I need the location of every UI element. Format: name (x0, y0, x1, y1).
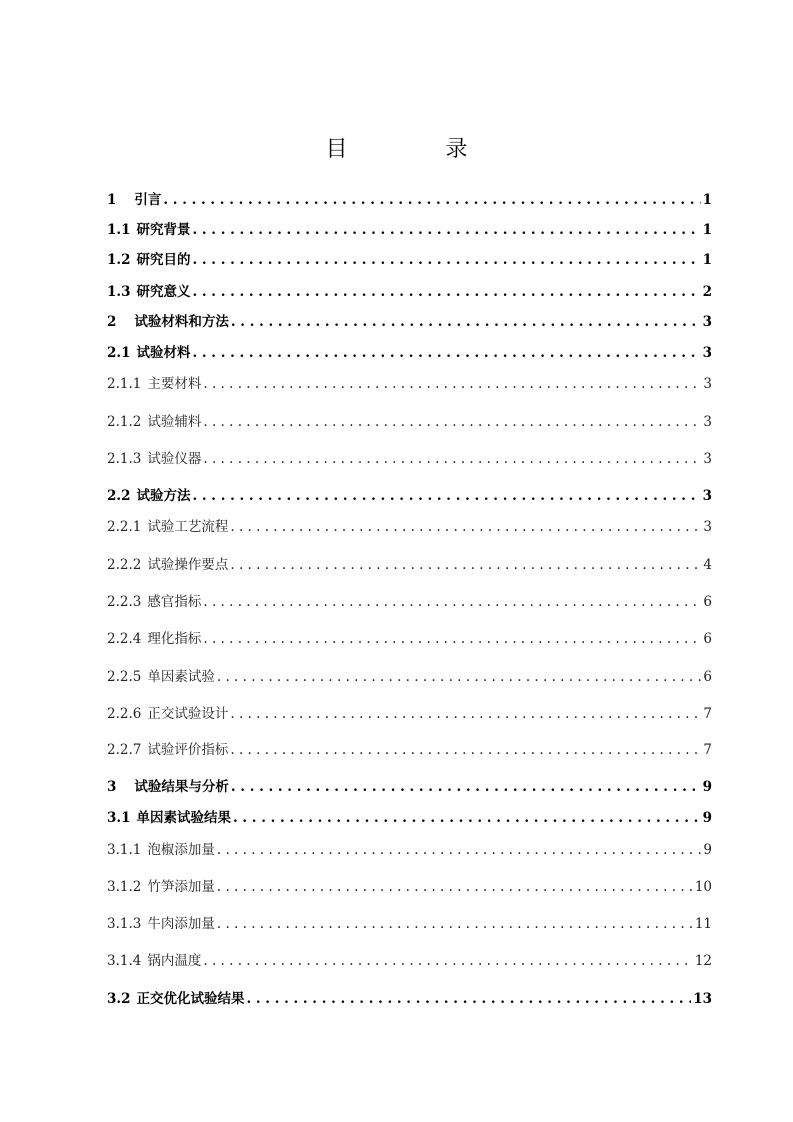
toc-entry-title: 研究背景 (136, 222, 191, 238)
toc-entry-title: 泡椒添加量 (147, 842, 215, 858)
toc-entry-number: 2.1.2 (107, 414, 142, 430)
page-title: 目 录 (325, 137, 506, 162)
toc-entry-number: 3.1.2 (107, 879, 142, 895)
toc-entry[interactable] (107, 248, 712, 270)
toc-entry[interactable] (107, 775, 712, 797)
toc-entry-title: 单因素试验结果 (136, 810, 231, 826)
toc-entry-title: 研究意义 (136, 284, 191, 300)
toc-entry-title: 主要材料 (147, 376, 202, 392)
toc-entry-number: 2.2.3 (107, 594, 142, 610)
toc-entry-number: 1.3 (107, 284, 131, 300)
toc-entry-number: 3.2 (107, 991, 131, 1007)
toc-dot-leader (193, 345, 701, 361)
toc-dot-leader (230, 742, 701, 758)
toc-entry[interactable] (107, 484, 712, 506)
toc-entry-page-number: 10 (694, 879, 712, 895)
toc-dot-leader (230, 706, 701, 722)
toc-entry-page-number: 6 (703, 669, 712, 685)
toc-entry-title: 试验工艺流程 (147, 519, 229, 535)
toc-entry-page-number: 7 (703, 706, 712, 722)
toc-entry-number: 1.2 (107, 252, 131, 268)
toc-entry-number: 2.2.6 (107, 706, 142, 722)
toc-entry[interactable] (107, 372, 712, 394)
toc-entry-page-number: 12 (694, 953, 712, 969)
toc-entry-number: 2.1.3 (107, 451, 142, 467)
toc-entry-page-number: 3 (703, 519, 712, 535)
toc-entry[interactable] (107, 738, 712, 760)
toc-entry-page-number: 1 (702, 222, 712, 238)
toc-entry-number: 3.1.3 (107, 916, 142, 932)
toc-entry[interactable] (107, 188, 712, 210)
toc-entry-page-number: 9 (702, 779, 712, 795)
toc-entry[interactable] (107, 702, 712, 724)
toc-entry-page-number: 3 (702, 345, 712, 361)
toc-entry-title: 试验结果与分析 (134, 779, 229, 795)
toc-entry-number: 1.1 (107, 222, 131, 238)
toc-entry[interactable] (107, 310, 712, 332)
toc-entry[interactable] (107, 838, 712, 860)
toc-entry-number: 2.2.2 (107, 557, 142, 573)
toc-entry[interactable] (107, 280, 712, 302)
toc-dot-leader (217, 916, 693, 932)
toc-dot-leader (193, 222, 701, 238)
toc-entry[interactable] (107, 553, 712, 575)
toc-entry-page-number: 2 (702, 284, 712, 300)
toc-entry[interactable] (107, 806, 712, 828)
toc-dot-leader (203, 376, 701, 392)
toc-entry-title: 试验仪器 (147, 451, 202, 467)
toc-entry-title: 竹笋添加量 (147, 879, 215, 895)
toc-entry-number: 3 (107, 779, 117, 795)
toc-entry-title: 试验方法 (136, 488, 191, 504)
toc-dot-leader (193, 488, 701, 504)
toc-entry-title: 正交试验设计 (147, 706, 229, 722)
toc-entry-number: 2.1.1 (107, 376, 142, 392)
toc-entry-page-number: 6 (703, 631, 712, 647)
toc-entry-title: 牛肉添加量 (147, 916, 215, 932)
toc-entry[interactable] (107, 410, 712, 432)
toc-dot-leader (203, 953, 692, 969)
toc-entry-page-number: 9 (703, 842, 712, 858)
toc-entry-number: 3.1.4 (107, 953, 142, 969)
toc-entry[interactable] (107, 949, 712, 971)
toc-entry-page-number: 3 (702, 314, 712, 330)
toc-entry-number: 3.1 (107, 810, 131, 826)
toc-entry-number: 2.2 (107, 488, 131, 504)
toc-entry-title: 感官指标 (147, 594, 202, 610)
toc-entry[interactable] (107, 218, 712, 240)
toc-dot-leader (233, 810, 701, 826)
toc-dot-leader (231, 779, 701, 795)
toc-dot-leader (230, 519, 701, 535)
toc-entry-page-number: 3 (703, 451, 712, 467)
toc-dot-leader (193, 252, 701, 268)
toc-entry-number: 2.2.5 (107, 669, 142, 685)
toc-dot-leader (230, 557, 701, 573)
toc-entry[interactable] (107, 341, 712, 363)
toc-entry[interactable] (107, 627, 712, 649)
toc-entry-title: 单因素试验 (147, 669, 215, 685)
toc-entry[interactable] (107, 515, 712, 537)
toc-entry-page-number: 3 (703, 376, 712, 392)
toc-entry-number: 2.2.4 (107, 631, 142, 647)
toc-entry-title: 试验评价指标 (147, 742, 229, 758)
toc-entry[interactable] (107, 912, 712, 934)
toc-entry[interactable] (107, 665, 712, 687)
toc-entry-number: 2.2.7 (107, 742, 142, 758)
toc-dot-leader (203, 414, 701, 430)
toc-entry-number: 1 (107, 192, 117, 208)
toc-dot-leader (217, 842, 702, 858)
toc-dot-leader (203, 631, 701, 647)
toc-entry-page-number: 13 (693, 991, 712, 1007)
toc-entry[interactable] (107, 875, 712, 897)
toc-entry-number: 3.1.1 (107, 842, 142, 858)
toc-entry[interactable] (107, 447, 712, 469)
toc-entry-number: 2.1 (107, 345, 131, 361)
toc-entry-title: 正交优化试验结果 (136, 991, 245, 1007)
toc-entry-page-number: 6 (703, 594, 712, 610)
toc-dot-leader (203, 594, 701, 610)
toc-entry-title: 试验操作要点 (147, 557, 229, 573)
toc-entry-page-number: 1 (702, 192, 712, 208)
toc-entry-title: 试验材料 (136, 345, 191, 361)
toc-entry-title: 试验辅料 (147, 414, 202, 430)
toc-entry-page-number: 7 (703, 742, 712, 758)
toc-entry-title: 锅内温度 (147, 953, 202, 969)
toc-entry[interactable] (107, 987, 712, 1009)
toc-entry-title: 研究目的 (136, 252, 191, 268)
toc-dot-leader (193, 284, 701, 300)
toc-entry-title: 试验材料和方法 (134, 314, 229, 330)
toc-entry-title: 引言 (134, 192, 162, 208)
toc-dot-leader (217, 669, 702, 685)
toc-entry-title: 理化指标 (147, 631, 202, 647)
toc-entry-number: 2.2.1 (107, 519, 142, 535)
toc-dot-leader (163, 192, 700, 208)
toc-dot-leader (231, 314, 701, 330)
toc-dot-leader (203, 451, 701, 467)
toc-entry-page-number: 9 (702, 810, 712, 826)
toc-entry-page-number: 11 (694, 916, 712, 932)
toc-entry-page-number: 3 (702, 488, 712, 504)
toc-dot-leader (247, 991, 692, 1007)
toc-entry-number: 2 (107, 314, 117, 330)
toc-dot-leader (217, 879, 693, 895)
toc-entry-page-number: 4 (703, 557, 712, 573)
toc-entry-page-number: 3 (703, 414, 712, 430)
toc-entry[interactable] (107, 590, 712, 612)
toc-entry-page-number: 1 (702, 252, 712, 268)
